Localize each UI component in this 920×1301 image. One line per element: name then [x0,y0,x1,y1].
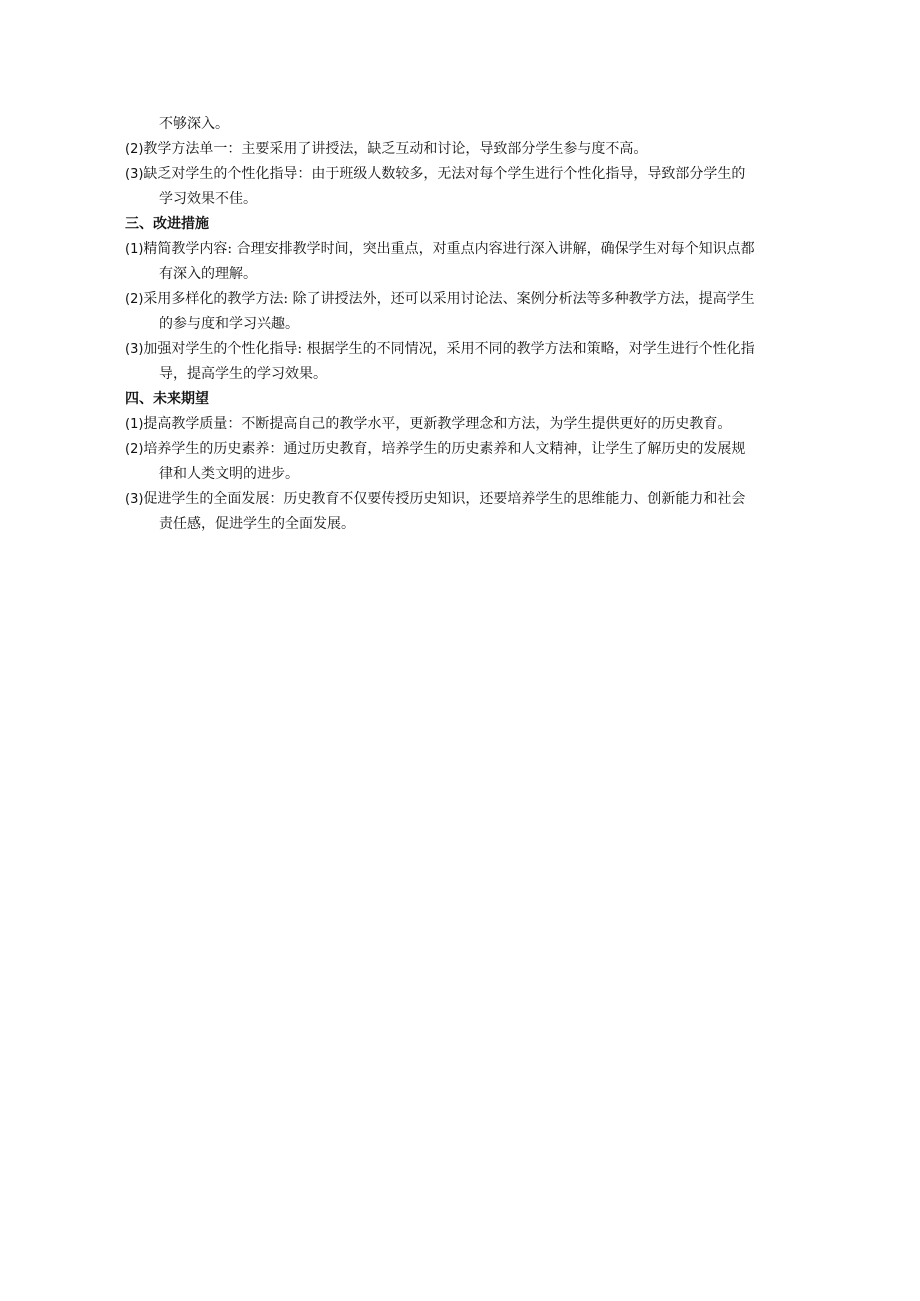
item-number: (3) [125,492,144,507]
list-item [125,412,820,437]
item-number: (1) [125,242,144,257]
paragraph-continuation: 不够深入。 [159,116,229,132]
item-number: (3) [125,167,144,182]
section-heading: 三、改进措施 [125,216,209,232]
item-text: 精简教学内容: 合理安排教学时间，突出重点，对重点内容进行深入讲解，确保学生对每个知识点都 [143,241,755,257]
item-number: (2) [125,292,144,307]
item-text-wrap: 导，提高学生的学习效果。 [159,366,327,382]
item-text-wrap: 有深入的理解。 [159,266,257,282]
list-item [125,487,820,537]
item-text: 培养学生的历史素养：通过历史教育，培养学生的历史素养和人文精神，让学生了解历史的发展规 [143,441,746,457]
list-item [125,237,820,287]
item-text: 加强对学生的个性化指导: 根据学生的不同情况，采用不同的教学方法和策略，对学生进行个性化指 [143,341,755,357]
item-number: (3) [125,342,144,357]
item-text-wrap: 学习效果不佳。 [159,191,257,207]
list-item [125,162,820,212]
list-item [125,337,820,387]
item-text: 采用多样化的教学方法: 除了讲授法外，还可以采用讨论法、案例分析法等多种教学方法，提高学生 [143,291,755,307]
item-text-wrap: 的参与度和学习兴趣。 [159,316,299,332]
list-item [125,287,820,337]
section-heading: 四、未来期望 [125,391,209,407]
item-text: 促进学生的全面发展：历史教育不仅要传授历史知识，还要培养学生的思维能力、创新能力和社会 [143,491,746,507]
item-text: 教学方法单一：主要采用了讲授法，缺乏互动和讨论，导致部分学生参与度不高。 [143,141,648,157]
item-number: (1) [125,417,144,432]
item-text-wrap: 责任感，促进学生的全面发展。 [159,516,355,532]
item-number: (2) [125,142,144,157]
item-number: (2) [125,442,144,457]
document-page [125,112,820,537]
item-text: 缺乏对学生的个性化指导：由于班级人数较多，无法对每个学生进行个性化指导，导致部分学生的 [143,166,746,182]
list-item [125,137,820,162]
item-text: 提高教学质量：不断提高自己的教学水平，更新教学理念和方法，为学生提供更好的历史教育。 [143,416,732,432]
item-text-wrap: 律和人类文明的进步。 [159,466,299,482]
list-item [125,437,820,487]
